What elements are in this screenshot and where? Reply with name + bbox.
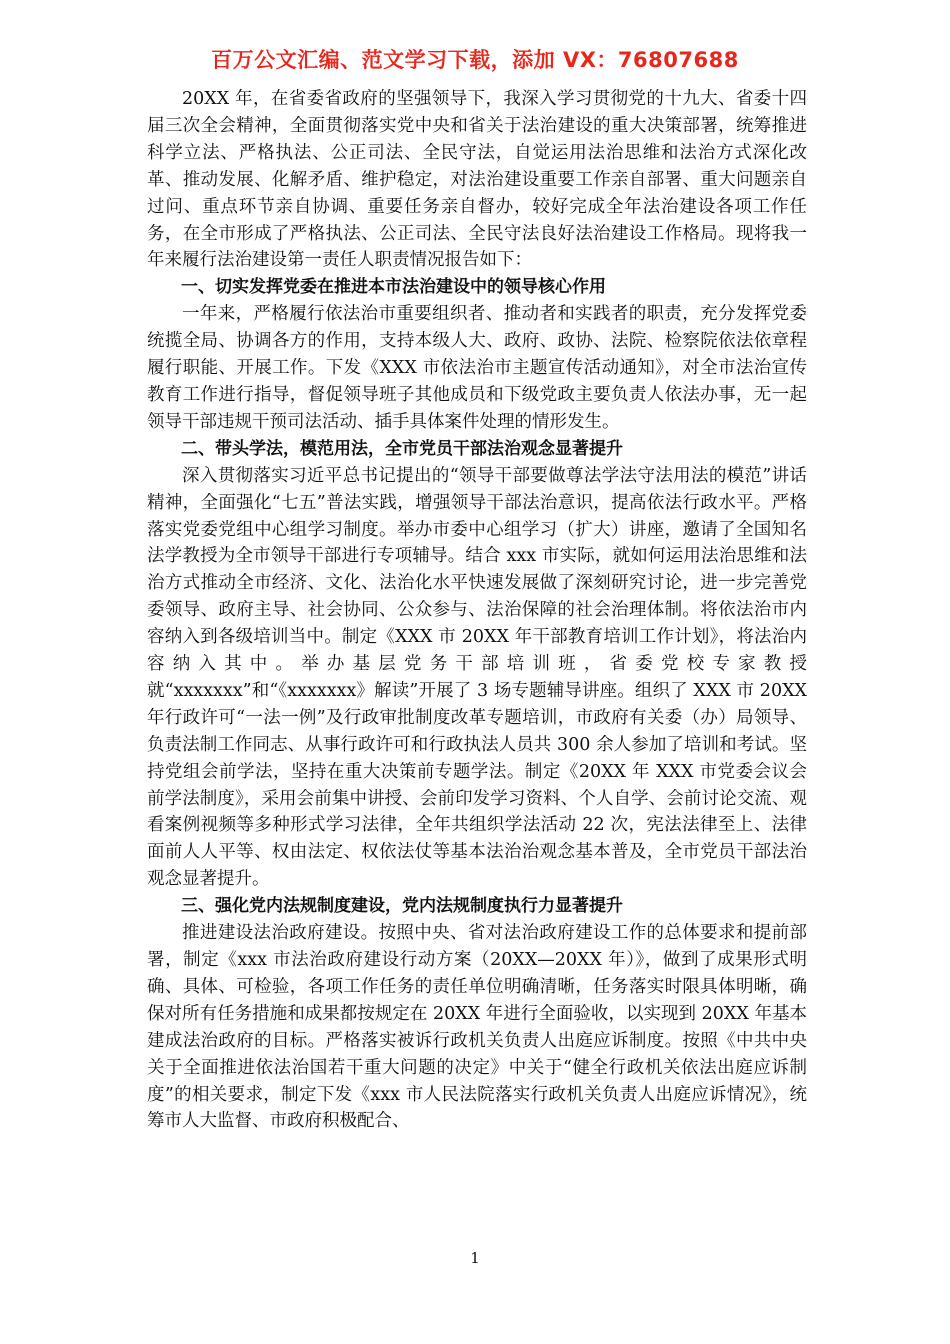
- page-number: 1: [470, 1249, 480, 1267]
- section-2-heading: 二、带头学法，模范用法，全市党员干部法治观念显著提升: [181, 438, 623, 459]
- document-body: [147, 86, 807, 1135]
- section-2-paragraph: 深入贯彻落实习近平总书记提出的“领导干部要做尊法学法守法用法的模范”讲话精神，全面强化“七五”普法实践，增强领导干部法治意识，提高依法行政水平。严格落实党委党组中心组学习制度。举办市委中心组学习（扩大）讲座，邀请了全国知名法学教授为全市领导干部进行专项辅导。结合 xxx 市实际，就如何运用法治思维和法治方式推动全市经济、文化、法治化水平快速发展做了深刻研究讨论，进一步完善党委领导、政府主导、社会协同、公众参与、法治保障的社会治理体制。将依法治市内容纳入到各级培训当中。制定《XXX 市 20XX 年干部教育培训工作计划》，将法治内容纳入其中。举办基层党务干部培训班，省委党校专家教授就“xxxxxxx”和“《xxxxxxx》解读”开展了 3 场专题辅导讲座。组织了 XXX 市 20XX 年行政许可“一法一例”及行政审批制度改革专题培训，市政府有关委（办）局领导、负责法制工作同志、从事行政许可和行政执法人员共 300 余人参加了培训和考试。坚持党组会前学法，坚持在重大决策前专题学法。制定《20XX 年 XXX 市党委会议会前学法制度》，采用会前集中讲授、会前印发学习资料、个人自学、会前讨论交流、观看案例视频等多种形式学习法律，全年共组织学法活动 22 次，宪法法律至上、法律面前人人平等、权由法定、权依法仗等基本法治治观念基本普及，全市党员干部法治观念显著提升。: [147, 465, 807, 890]
- intro-paragraph: 20XX 年，在省委省政府的坚强领导下，我深入学习贯彻党的十九大、省委十四届三次全会精神，全面贯彻落实党中央和省关于法治建设的重大决策部署，统筹推进科学立法、严格执法、公正司法、全民守法，自觉运用法治思维和法治方式深化改革、推动发展、化解矛盾、维护稳定，对法治建设重要工作亲自部署、重大问题亲自过问、重点环节亲自协调、重要任务亲自督办，较好完成全年法治建设各项工作任务，在全市形成了严格执法、公正司法、全民守法良好法治建设工作格局。现将我一年来履行法治建设第一责任人职责情况报告如下：: [147, 89, 807, 271]
- section-1-paragraph: 一年来，严格履行依法治市重要组织者、推动者和实践者的职责，充分发挥党委统揽全局、协调各方的作用，支持本级人大、政府、政协、法院、检察院依法依章程履行职能、开展工作。下发《XXX 市依法治市主题宣传活动通知》，对全市法治宣传教育工作进行指导，督促领导班子其他成员和下级党政主要负责人依法办事，无一起领导干部违规干预司法活动、插手具体案件处理的情形发生。: [147, 304, 807, 432]
- section-3-heading: 三、强化党内法规制度建设，党内法规制度执行力显著提升: [181, 896, 623, 917]
- header-banner: 百万公文汇编、范文学习下载，添加 VX：76807688: [211, 48, 739, 72]
- section-3-paragraph: 推进建设法治政府建设。按照中央、省对法治政府建设工作的总体要求和提前部署，制定《xxx 市法治政府建设行动方案（20XX—20XX 年）》，做到了成果形式明确、具体、可检验，各项工作任务的责任单位明确清晰，任务落实时限具体明晰，确保对所有任务措施和成果都按规定在 20XX 年进行全面验收，以实现到 20XX 年基本建成法治政府的目标。严格落实被诉行政机关负责人出庭应诉制度。按照《中共中央关于全面推进依法治国若干重大问题的决定》中关于“健全行政机关依法出庭应诉制度”的相关要求，制定下发《xxx 市人民法院落实行政机关负责人出庭应诉情况》，统筹市人大监督、市政府积极配合、: [147, 923, 807, 1132]
- section-1-heading: 一、切实发挥党委在推进本市法治建设中的领导核心作用: [181, 277, 606, 298]
